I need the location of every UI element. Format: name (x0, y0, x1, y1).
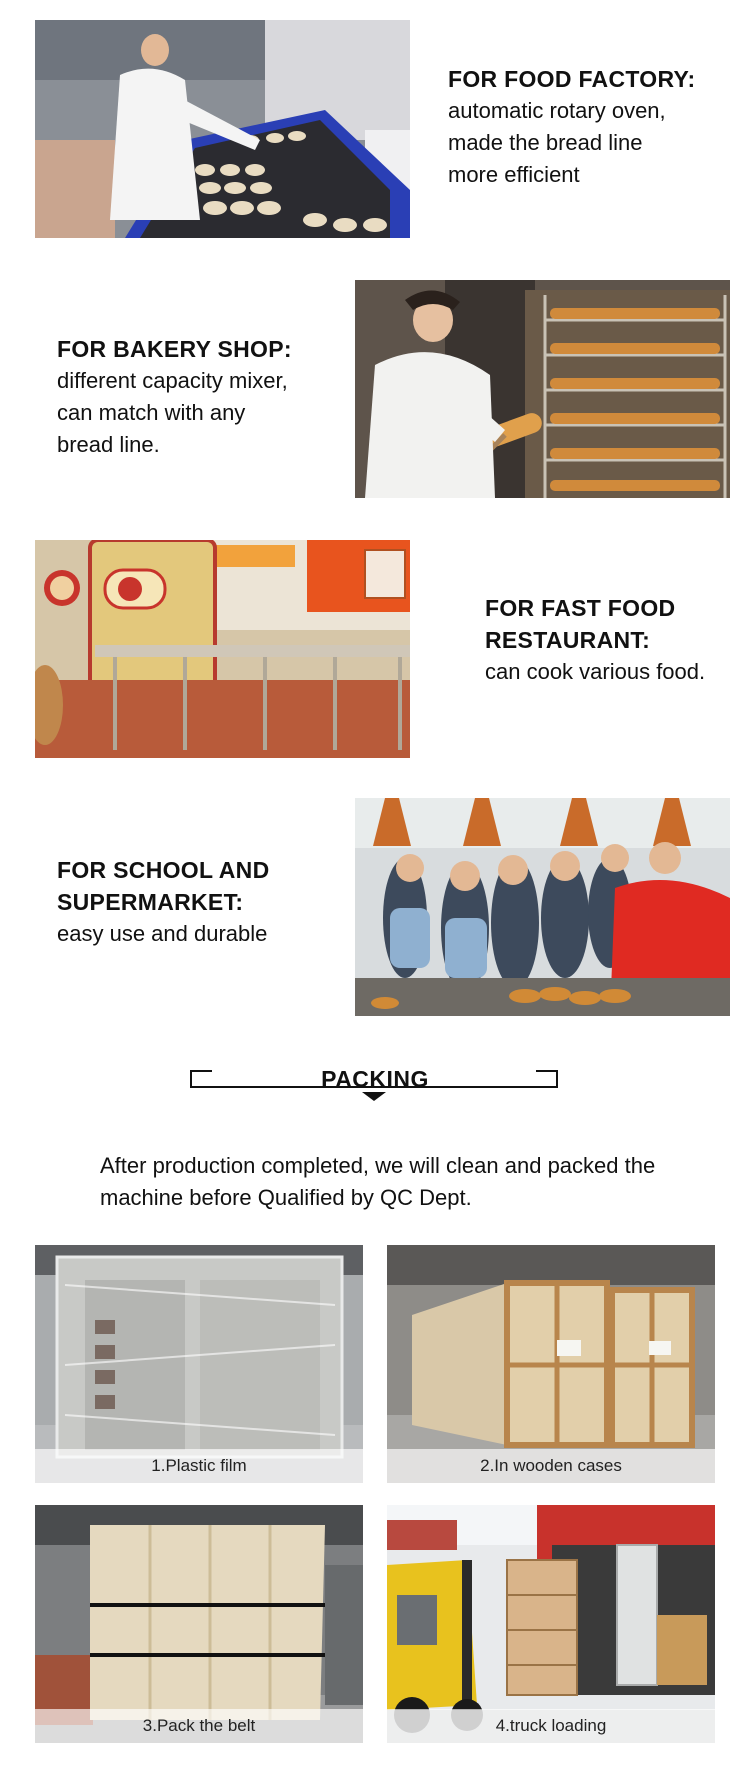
packing-intro: After production completed, we will clean and packed the machine before Qualified by QC Dept. (100, 1153, 656, 1210)
forklift-truck-loading-photo (387, 1505, 715, 1743)
application-title: FOR FAST FOOD RESTAURANT: (485, 595, 676, 653)
application-title: FOR BAKERY SHOP: (57, 336, 292, 362)
packing-step-caption: 3.Pack the belt (35, 1709, 363, 1743)
fast-food-restaurant-interior-photo (35, 540, 410, 758)
down-arrow-icon (362, 1092, 386, 1101)
packing-step-caption: 4.truck loading (387, 1709, 715, 1743)
plastic-film-wrapped-oven-photo (35, 1245, 363, 1483)
application-fast-food-restaurant (485, 592, 740, 688)
application-title: FOR SCHOOL AND SUPERMARKET: (57, 857, 270, 915)
application-description: different capacity mixer, can match with any bread line. (57, 368, 288, 457)
belt-packed-crate-photo (35, 1505, 363, 1743)
school-canteen-students-photo (355, 798, 730, 1016)
application-food-factory (448, 63, 738, 191)
wooden-cases-photo (387, 1245, 715, 1483)
packing-step-caption: 1.Plastic film (35, 1449, 363, 1483)
application-description: can cook various food. (485, 659, 706, 684)
bakery-shop-baker-photo (355, 280, 730, 498)
application-description: easy use and durable (57, 921, 268, 946)
food-factory-bread-line-photo (35, 20, 410, 238)
application-bakery-shop (57, 333, 337, 461)
application-school-supermarket (57, 854, 337, 950)
application-description: automatic rotary oven, made the bread line more efficient (448, 98, 666, 187)
application-title: FOR FOOD FACTORY: (448, 66, 696, 92)
packing-step-caption: 2.In wooden cases (387, 1449, 715, 1483)
packing-title: PACKING (321, 1066, 429, 1092)
